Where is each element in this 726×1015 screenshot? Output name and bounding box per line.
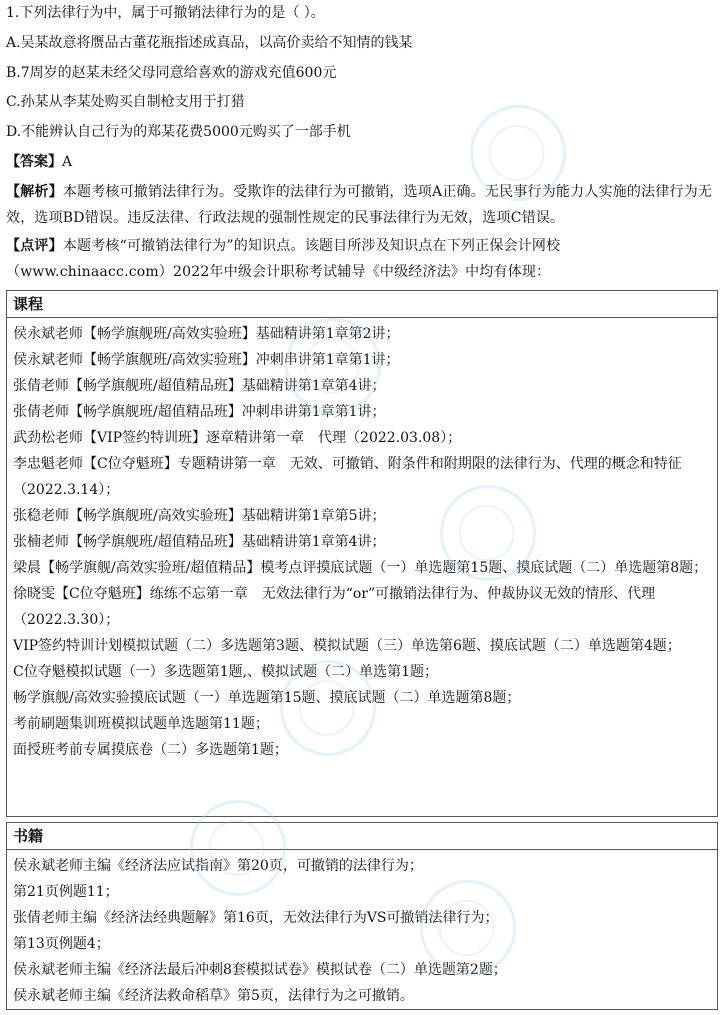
course-item: 张楠老师【畅学旗舰班/超值精品班】基础精讲第1章第4讲；: [13, 534, 386, 550]
course-item: 武劲松老师【VIP签约特训班】逐章精讲第一章 代理（2022.03.08）；: [13, 430, 462, 446]
course-item: 畅学旗舰/高效实验摸底试题（一）单选题第15题、摸底试题（二）单选题第8题；: [13, 690, 521, 706]
course-item: 徐晓雯【C位夺魁班】练练不忘第一章 无效法律行为“or”可撤销法律行为、仲裁协议无效的情形、代理（2022.3.30）；: [13, 586, 656, 628]
answer-line: [6, 152, 72, 172]
option-a: A.吴某故意将赝品古董花瓶指述成真品，以高价卖给不知情的钱某: [6, 35, 413, 51]
course-item: 侯永斌老师【畅学旗舰班/高效实验班】冲刺串讲第1章第1讲；: [13, 352, 400, 368]
answer-label: 【答案】: [6, 154, 62, 170]
option-b: B.7周岁的赵某未经父母同意给喜欢的游戏充值600元: [6, 65, 337, 81]
question-stem: 1.下列法律行为中，属于可撤销法律行为的是（ ）。: [6, 5, 325, 21]
book-item: 侯永斌老师主编《经济法救命稻草》第5页，法律行为之可撤销。: [13, 988, 414, 1004]
analysis-text: 本题考核可撤销法律行为。受欺诈的法律行为可撤销，选项A正确。无民事行为能力人实施的法律行为无效，选项BD错误。违反法律、行政法规的强制性规定的民事法律行为无效，选项C错误。: [6, 184, 713, 226]
comment-text: 本题考核“可撤销法律行为”的知识点。该题目所涉及知识点在下列正保会计网校（www.chinaacc.com）2022年中级会计职称考试辅导《中级经济法》中均有体现：: [6, 238, 561, 280]
course-item: 李忠魁老师【C位夺魁班】专题精讲第一章 无效、可撤销、附条件和附期限的法律行为、代理的概念和特征（2022.3.14）；: [13, 456, 682, 498]
book-item: 第13页例题4；: [13, 936, 110, 952]
course-item: 面授班考前专属摸底卷（二）多选题第1题；: [13, 742, 288, 758]
option-c: C.孙某从李某处购买自制枪支用于打猎: [6, 94, 245, 110]
book-item: 侯永斌老师主编《经济法最后冲刺8套模拟试卷》模拟试卷（二）单选题第2题；: [13, 962, 507, 978]
course-item: C位夺魁模拟试题（一）多选题第1题,、模拟试题（二）单选第1题；: [13, 664, 438, 680]
course-item: 张稳老师【畅学旗舰班/高效实验班】基础精讲第1章第5讲；: [13, 508, 386, 524]
course-item: 梁晨【畅学旗舰/高效实验班/超值精品】模考点评摸底试题（一）单选题第15题、摸底试题（二）单选题第8题；: [13, 560, 708, 576]
course-item: 张倩老师【畅学旗舰班/超值精品班】基础精讲第1章第4讲；: [13, 378, 386, 394]
book-item: 第21页例题11；: [13, 884, 119, 900]
courses-title: 课程: [7, 291, 717, 318]
comment-label: 【点评】: [6, 238, 63, 254]
course-item: VIP签约特训计划模拟试题（二）多选题第3题、模拟试题（三）单选第6题、摸底试题（二）单选题第4题；: [13, 638, 681, 654]
courses-box: [6, 290, 718, 817]
books-title: 书籍: [7, 823, 717, 850]
analysis-label: 【解析】: [6, 184, 63, 200]
books-box: [6, 822, 718, 1010]
books-list: [7, 850, 717, 1009]
answer-text: A: [62, 154, 73, 170]
analysis-paragraph: [6, 179, 718, 231]
book-item: 侯永斌老师主编《经济法应试指南》第20页，可撤销的法律行为；: [13, 858, 423, 874]
course-item: 侯永斌老师【畅学旗舰班/高效实验班】基础精讲第1章第2讲；: [13, 326, 400, 342]
book-item: 张倩老师主编《经济法经典题解》第16页，无效法律行为VS可撤销法律行为；: [13, 910, 499, 926]
comment-paragraph: [6, 233, 718, 285]
course-item: 张倩老师【畅学旗舰班/超值精品班】冲刺串讲第1章第1讲；: [13, 404, 386, 420]
course-item: 考前刷题集训班模拟试题单选题第11题；: [13, 716, 269, 732]
courses-list: [7, 318, 717, 763]
option-d: D.不能辨认自己行为的郑某花费5000元购买了一部手机: [6, 124, 351, 140]
